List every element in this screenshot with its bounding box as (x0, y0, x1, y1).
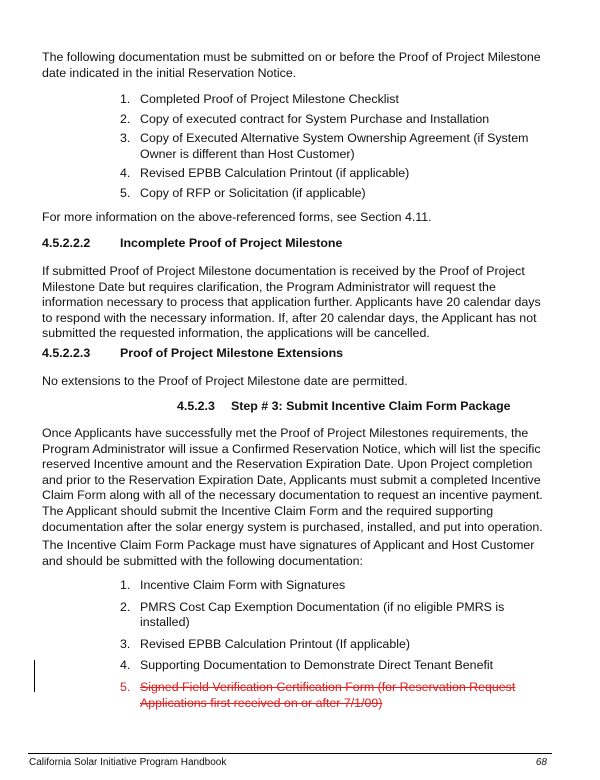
list-item (120, 637, 550, 653)
list-text: PMRS Cost Cap Exemption Documentation (if no eligible PMRS is installed) (140, 599, 505, 630)
list-item (120, 600, 550, 631)
list-number: 5. (120, 679, 131, 694)
list-text: Revised EPBB Calculation Printout (If applicable) (140, 636, 410, 651)
list-text: Signed Field Verification Certification Form (for Reservation Request Applications first received on or after 7/1/09) (140, 679, 516, 710)
heading-step-3 (177, 399, 511, 415)
list-text: Supporting Documentation to Demonstrate Direct Tenant Benefit (140, 658, 494, 673)
footer-divider (28, 753, 552, 754)
list-number: 3. (120, 636, 131, 651)
list-number: 2. (120, 599, 131, 614)
list-number: 4. (120, 658, 131, 673)
intro-paragraph: The following documentation must be submitted on or before the Proof of Project Milestone date indicated in the initial Reservation Notice. (42, 50, 541, 80)
list-number: 4. (120, 166, 131, 181)
section-number: 4.5.2.2.3 (42, 346, 91, 360)
milestone-doc-list (120, 92, 550, 206)
list-item (120, 92, 550, 108)
footer-title: California Solar Initiative Program Handbook (29, 757, 227, 768)
revision-change-bar (34, 660, 35, 692)
list-number: 3. (120, 131, 131, 146)
list-number: 1. (120, 92, 131, 106)
section-title: Proof of Project Milestone Extensions (120, 346, 344, 360)
list-item-deleted (120, 680, 550, 711)
section-title: Incomplete Proof of Project Milestone (120, 236, 343, 250)
heading-milestone-extensions (42, 346, 343, 362)
claim-process-paragraph: Once Applicants have successfully met the Proof of Project Milestones requirements, the Program Administrator will issue a Confirmed Reservation Notice, which will list the specific reserved Incentive amount and the Reservation Expiration Date. Upon Project completion and prior to the Reservation Expiration Date, Applicants must submit a completed Incentive Claim Form along with all of the necessary documentation to request an incentive payment. The Applicant should submit the Incentive Claim Form and the required supporting documentation after the solar energy system is purchased, installed, and put into operation. (42, 426, 543, 534)
list-text: Copy of Executed Alternative System Ownership Agreement (if System Owner is different than Host Customer) (140, 131, 529, 161)
section-number: 4.5.2.3 (177, 399, 215, 413)
claim-doc-list (120, 578, 550, 715)
list-item (120, 658, 550, 674)
list-text: Revised EPBB Calculation Printout (if applicable) (140, 166, 410, 181)
list-number: 5. (120, 185, 131, 200)
list-number: 1. (120, 578, 131, 592)
list-item (120, 166, 550, 182)
list-item (120, 578, 550, 594)
milestone-extensions-paragraph: No extensions to the Proof of Project Milestone date are permitted. (42, 374, 408, 388)
list-text: Copy of RFP or Solicitation (if applicable) (140, 185, 366, 200)
section-number: 4.5.2.2.2 (42, 236, 91, 250)
list-number: 2. (120, 111, 131, 126)
page-number: 68 (535, 757, 547, 768)
list-text: Incentive Claim Form with Signatures (140, 578, 346, 592)
more-info-paragraph: For more information on the above-referenced forms, see Section 4.11. (42, 210, 432, 224)
claim-package-paragraph: The Incentive Claim Form Package must have signatures of Applicant and Host Customer and should be submitted with the following documentation: (42, 538, 535, 568)
list-item (120, 112, 550, 128)
section-title: Step # 3: Submit Incentive Claim Form Package (231, 399, 511, 413)
list-item (120, 186, 550, 202)
list-text: Copy of executed contract for System Purchase and Installation (140, 111, 490, 126)
list-text: Completed Proof of Project Milestone Checklist (140, 92, 399, 106)
incomplete-milestone-paragraph: If submitted Proof of Project Milestone documentation is received by the Proof of Project Milestone Date but requires clarification, the Program Administrator will request the information necessary to process that application further. Applicants have 20 calendar days to respond with the necessary information. If, after 20 calendar days, the Applicant has not submitted the requested information, the applications will be cancelled. (42, 264, 541, 341)
list-item (120, 131, 550, 162)
heading-incomplete-milestone (42, 236, 342, 252)
